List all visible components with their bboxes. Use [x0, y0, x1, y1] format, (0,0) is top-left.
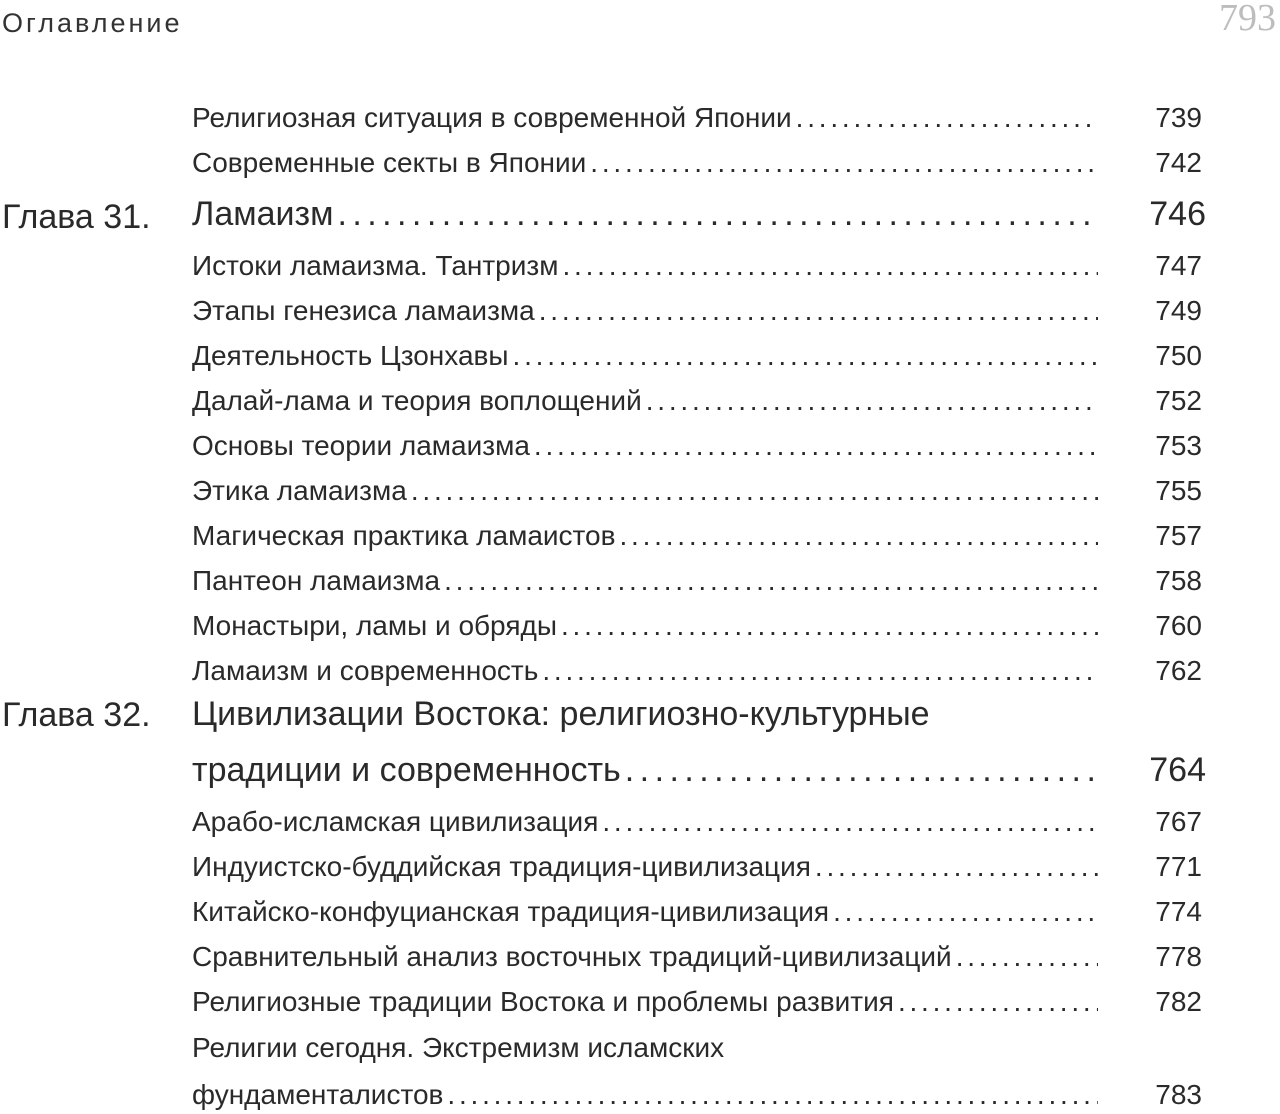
toc-entry-title: Основы теории ламаизма — [192, 431, 530, 461]
dot-leader — [620, 521, 1099, 551]
toc-entry-title: Магическая практика ламаистов — [192, 521, 616, 551]
dot-leader — [956, 942, 1098, 972]
toc-page-number: 750 — [1155, 340, 1202, 371]
toc-page-number: 753 — [1155, 430, 1202, 461]
chapter-label: Глава 31. — [2, 198, 151, 236]
toc-page-number: 746 — [1149, 195, 1206, 233]
toc-entry[interactable] — [0, 285, 1280, 330]
dot-leader — [513, 341, 1098, 371]
toc-entry-title: Современные секты в Японии — [192, 148, 587, 178]
toc-entry[interactable] — [0, 645, 1280, 690]
toc-entry[interactable] — [0, 240, 1280, 285]
running-head: Оглавление — [2, 8, 183, 38]
toc-entry[interactable] — [0, 92, 1280, 137]
toc-entry-first-line — [0, 690, 1280, 738]
dot-leader — [539, 296, 1098, 326]
toc-page-number: 771 — [1155, 851, 1202, 882]
dot-leader — [796, 103, 1098, 133]
toc-entry-title-line: Религии сегодня. Экстремизм исламских — [192, 1032, 725, 1063]
toc-entry[interactable] — [0, 555, 1280, 600]
dot-leader — [542, 656, 1098, 686]
toc-entry-title: Индуистско-буддийская традиция-цивилизация — [192, 852, 811, 882]
chapter-label: Глава 32. — [2, 696, 151, 734]
toc-entry-title: Сравнительный анализ восточных традиций-цивилизаций — [192, 942, 952, 972]
toc-entry-title: фундаменталистов — [192, 1080, 444, 1110]
toc-entry-title: Ламаизм и современность — [192, 656, 539, 686]
toc-page-number: 755 — [1155, 475, 1202, 506]
toc-entry-title: Этапы генезиса ламаизма — [192, 296, 535, 326]
toc-page-number: 749 — [1155, 295, 1202, 326]
dot-leader — [646, 386, 1098, 416]
toc-entry-first-line — [0, 1021, 1280, 1069]
toc-entry-title: Религиозная ситуация в современной Японии — [192, 103, 792, 133]
toc-entry-title: Ламаизм — [192, 196, 334, 232]
dot-leader — [411, 476, 1098, 506]
toc-entry[interactable] — [0, 841, 1280, 886]
toc-entry-title: Религиозные традиции Востока и проблемы развития — [192, 987, 894, 1017]
toc-entry-title: Деятельность Цзонхавы — [192, 341, 509, 371]
dot-leader — [898, 987, 1098, 1017]
dot-leader — [534, 431, 1098, 461]
page-number: 793 — [1219, 0, 1276, 39]
toc-entry[interactable] — [0, 465, 1280, 510]
toc-page-number: 782 — [1155, 986, 1202, 1017]
toc-entry[interactable] — [0, 976, 1280, 1021]
toc-page-number: 760 — [1155, 610, 1202, 641]
toc-entry[interactable] — [0, 600, 1280, 645]
toc-entry-title: Китайско-конфуцианская традиция-цивилизация — [192, 897, 830, 927]
toc-entry[interactable] — [0, 510, 1280, 555]
toc-entry-title: Далай-лама и теория воплощений — [192, 386, 642, 416]
toc-entry-title: Этика ламаизма — [192, 476, 407, 506]
toc-entry-title: традиции и современность — [192, 752, 621, 788]
dot-leader — [562, 251, 1098, 281]
toc-entry[interactable] — [0, 1069, 1280, 1114]
toc-page-number: 778 — [1155, 941, 1202, 972]
toc-entry[interactable] — [0, 137, 1280, 182]
dot-leader — [444, 566, 1098, 596]
dot-leader — [561, 611, 1098, 641]
toc-page-number: 767 — [1155, 806, 1202, 837]
toc-page-number: 774 — [1155, 896, 1202, 927]
toc-page-number: 742 — [1155, 147, 1202, 178]
toc-entry[interactable] — [0, 931, 1280, 976]
table-of-contents — [0, 92, 1280, 1114]
toc-entry-title: Пантеон ламаизма — [192, 566, 441, 596]
toc-page-number: 752 — [1155, 385, 1202, 416]
dot-leader — [815, 852, 1098, 882]
toc-entry[interactable] — [0, 375, 1280, 420]
toc-entry[interactable] — [0, 796, 1280, 841]
toc-entry-title-line: Цивилизации Востока: религиозно-культурные — [192, 695, 930, 733]
dot-leader — [602, 807, 1098, 837]
toc-page-number: 764 — [1149, 751, 1206, 789]
toc-entry-title: Арабо-исламская цивилизация — [192, 807, 599, 837]
toc-page-number: 762 — [1155, 655, 1202, 686]
toc-page-number: 747 — [1155, 250, 1202, 281]
toc-entry[interactable] — [0, 330, 1280, 375]
toc-chapter[interactable] — [0, 738, 1280, 796]
toc-page-number: 757 — [1155, 520, 1202, 551]
toc-entry[interactable] — [0, 420, 1280, 465]
toc-page-number: 758 — [1155, 565, 1202, 596]
toc-entry[interactable] — [0, 886, 1280, 931]
toc-page-number: 783 — [1155, 1079, 1202, 1110]
dot-leader — [337, 196, 1098, 232]
dot-leader — [590, 148, 1098, 178]
dot-leader — [625, 752, 1098, 788]
dot-leader — [833, 897, 1098, 927]
toc-chapter[interactable] — [0, 182, 1280, 240]
dot-leader — [447, 1080, 1098, 1110]
toc-page-number: 739 — [1155, 102, 1202, 133]
toc-entry-title: Истоки ламаизма. Тантризм — [192, 251, 559, 281]
toc-entry-title: Монастыри, ламы и обряды — [192, 611, 557, 641]
